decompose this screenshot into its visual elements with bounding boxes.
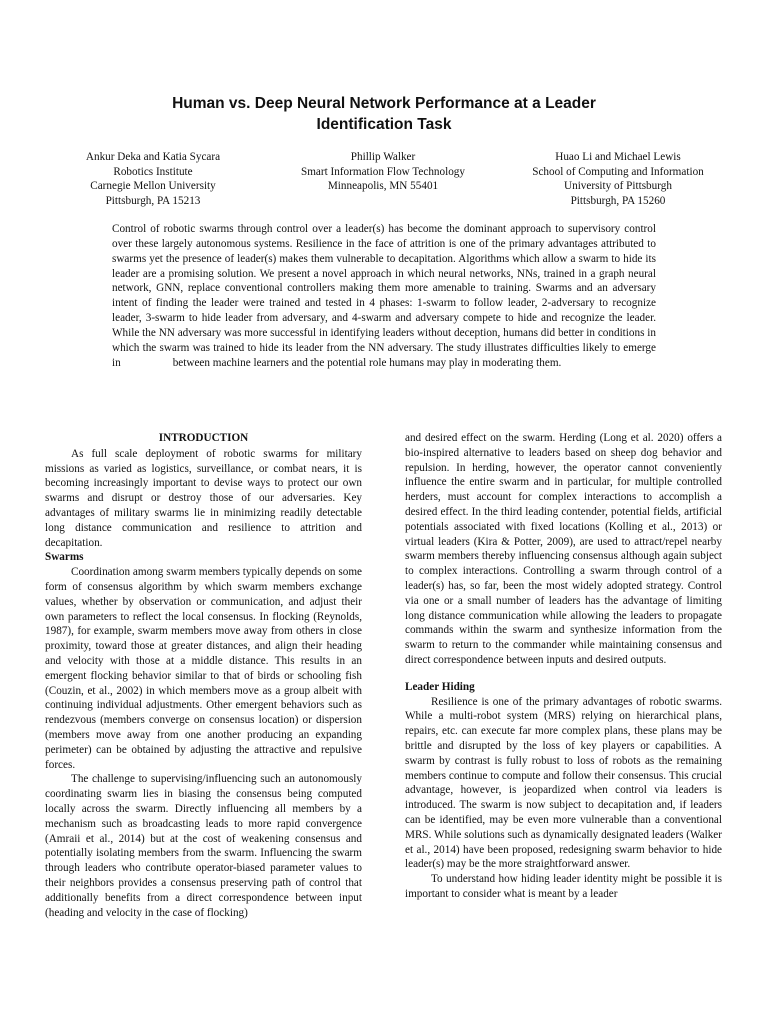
intro-paragraph: As full scale deployment of robotic swarms for military missions as varied as logistics, surveillance, or combat nears, it is becoming increasingly important to devise ways to protect our own swarms and disrupt or destroy those of our adversaries. Key advantages of military swarms lie in minimizing readily detectable long distance communication and resilience to attrition and decapitation. xyxy=(45,447,362,549)
author-block-pitt xyxy=(500,150,736,208)
author-names: Ankur Deka and Katia Sycara xyxy=(85,151,221,163)
author-affiliation: Smart Information Flow Technology xyxy=(300,165,465,178)
swarms-paragraph-2: The challenge to supervising/influencing such an autonomously coordinating swarm lies in biasing the consensus being computed locally across the swarm. Directly influencing all members by a mechanism such as broadcasting leads to more rapid convergence (Amraii et al., 2014) but at the cost of weakening consensus and potentially isolating members from the swarm. Influencing the swarm through leaders who contribute operator-biased parameter values to their neighbors provides a consensus preserving path of control that additionally benefits from a direct correspondence between input (heading and velocity in the case of flocking) xyxy=(45,773,362,919)
title-line-1: Human vs. Deep Neural Network Performance at a Leader xyxy=(172,95,596,112)
swarms-heading: Swarms xyxy=(45,551,84,564)
paper-title xyxy=(60,93,708,135)
author-affiliation: Robotics Institute xyxy=(113,165,193,178)
author-block-cmu xyxy=(38,150,268,208)
title-line-2: Identification Task xyxy=(316,116,452,133)
leader-hiding-paragraph-2: To understand how hiding leader identity might be possible it is important to consider what is meant by a leader xyxy=(405,873,722,900)
author-address: Minneapolis, MN 55401 xyxy=(327,180,439,193)
swarms-paragraph-1: Coordination among swarm members typically depends on some form of consensus algorithm by which swarm members exchange values, whether by observation or communication, and adjust their own parameters to reflect the local consensus. In flocking (Reynolds, 1987), for example, swarm members move away from others in close proximity, toward those at greater distances, and align their heading and velocity with those at a middle distance. This results in an emergent flocking behavior similar to that of birds or schooling fish (Couzin, et al., 2002) in which members move as a group albeit with continuing individual adjustments. Other emergent behaviors such as rendezvous (members converge on consensus location) or dispersion (members move away from one another producing an expanding perimeter) can be obtained by adjusting the attractive and repulsive forces. xyxy=(45,566,362,771)
abstract xyxy=(112,222,656,370)
section-spacer xyxy=(405,668,722,680)
abstract-text-part-2: between machine learners and the potential role humans may play in moderating them. xyxy=(172,356,562,369)
author-institution: Carnegie Mellon University xyxy=(90,180,216,193)
author-names: Huao Li and Michael Lewis xyxy=(555,151,681,163)
author-block-sift xyxy=(263,150,503,194)
author-names: Phillip Walker xyxy=(350,151,416,163)
author-address: Pittsburgh, PA 15260 xyxy=(570,194,666,207)
author-institution: University of Pittsburgh xyxy=(564,180,672,193)
left-column xyxy=(45,431,362,920)
author-affiliation: School of Computing and Information xyxy=(532,165,704,178)
introduction-heading: INTRODUCTION xyxy=(158,432,249,444)
leader-hiding-paragraph-1: Resilience is one of the primary advantages of robotic swarms. While a multi-robot system (MRS) relying on hierarchical plans, repairs, etc. can execute far more complex plans, these plans may be brittle and disrupted by the loss of key players or capabilities. A swarm by contrast is fully robust to loss of robots as the remaining members continue to compute and follow their consensus. This crucial advantage, however, is jeopardized when control via leaders is introduced. The swarm is now subject to decapitation and, if leaders can be identified, may be even more vulnerable than a conventional MRS. While solutions such as dynamically designated leaders (Walker et al., 2014) have been proposed, redesigning swarm behavior to hide leader(s) may be the more straightforward answer. xyxy=(405,695,722,871)
leader-hiding-heading: Leader Hiding xyxy=(405,680,475,693)
right-column xyxy=(405,431,722,902)
herding-paragraph: and desired effect on the swarm. Herding (Long et al. 2020) offers a bio-inspired alternative to leaders based on sheep dog behavior and repulsion. In herding, however, the operator cannot conveniently influence the entire swarm and in particular, for multiple controlled herders, must account for complex interactions to accomplish a desired effect. In the third leading contender, potential fields, artificial potentials associated with fixed locations (Kolling et al., 2013) or virtual leaders (Kira & Potter, 2009), are used to attract/repel nearby swarm members thereby influencing consensus although again subject to complex interactions. Controlling a swarm through control of a leader(s) has, so far, been the most widely adopted strategy. Control via one or a small number of leaders has the advantage of limiting long distance communication while allowing the leaders to propagate commands within the swarm and synthesize information from the swarm to return to the commander while maintaining consensus and direct correspondence between inputs and desired outputs. xyxy=(405,432,722,666)
author-address: Pittsburgh, PA 15213 xyxy=(105,194,201,207)
abstract-text-part-1: Control of robotic swarms through control over a leader(s) has become the dominant approach to supervisory control over these largely autonomous systems. Resilience in the face of attrition is one of the primary advantages attributed to swarms yet the presence of leader(s) makes them vulnerable to decapitation. Algorithms which allow a swarm to hide its leader are a promising solution. We present a novel approach in which neural networks, NNs, trained in a graph neural network, GNN, replace conventional controllers making them more amenable to training. Swarms and an adversary intent of finding the leader were trained and tested in 4 phases: 1-swarm to follow leader, 2-adversary to recognize leader, 3-swarm to hide leader from adversary, and 4-swarm and adversary compete to hide and recognize the leader. While the NN adversary was more successful in identifying leaders without deception, humans did better in conditions in which the swarm was trained to hide its leader from the NN adversary. The study illustrates difficulties likely to emerge in xyxy=(112,223,656,369)
